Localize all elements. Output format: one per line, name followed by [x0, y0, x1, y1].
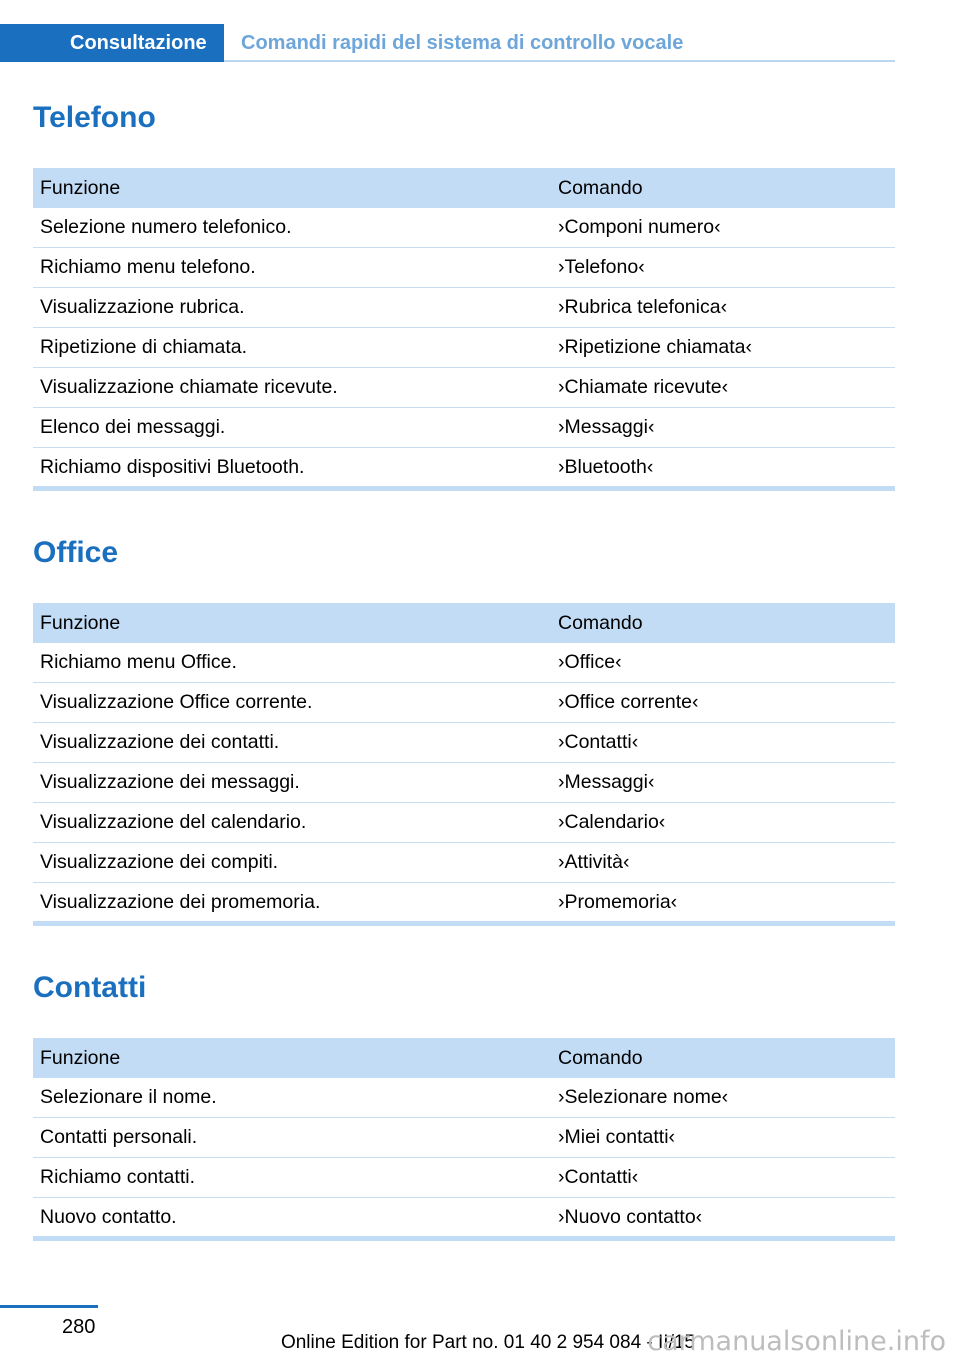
cell-comando: ›Bluetooth‹: [551, 448, 895, 489]
cell-comando: ›Contatti‹: [551, 1158, 895, 1198]
table-row: [33, 408, 895, 448]
cell-funzione: Richiamo contatti.: [33, 1158, 551, 1198]
cell-comando: ›Selezionare nome‹: [551, 1078, 895, 1118]
cell-comando: ›Miei contatti‹: [551, 1118, 895, 1158]
table-row: [33, 803, 895, 843]
cell-comando: ›Office‹: [551, 643, 895, 683]
cell-funzione: Visualizzazione dei promemoria.: [33, 883, 551, 924]
cell-comando: ›Telefono‹: [551, 248, 895, 288]
cell-funzione: Richiamo dispositivi Bluetooth.: [33, 448, 551, 489]
cell-funzione: Selezionare il nome.: [33, 1078, 551, 1118]
table-row: [33, 643, 895, 683]
table-header-row: [33, 1038, 895, 1078]
header-bar: [0, 24, 895, 62]
column-header-funzione: Funzione: [33, 168, 551, 208]
cell-comando: ›Attività‹: [551, 843, 895, 883]
cell-comando: ›Componi numero‹: [551, 208, 895, 248]
page-number: 280: [62, 1316, 96, 1338]
cell-funzione: Ripetizione di chiamata.: [33, 328, 551, 368]
cell-comando: ›Promemoria‹: [551, 883, 895, 924]
section-title-office: Office: [33, 536, 119, 569]
cell-funzione: Elenco dei messaggi.: [33, 408, 551, 448]
table-row: [33, 328, 895, 368]
cell-funzione: Richiamo menu Office.: [33, 643, 551, 683]
cell-funzione: Richiamo menu telefono.: [33, 248, 551, 288]
cell-comando: ›Calendario‹: [551, 803, 895, 843]
table-row: [33, 448, 895, 489]
table-header-row: [33, 168, 895, 208]
cell-comando: ›Chiamate ricevute‹: [551, 368, 895, 408]
header-divider: [224, 60, 895, 62]
table-row: [33, 723, 895, 763]
table-row: [33, 208, 895, 248]
column-header-funzione: Funzione: [33, 603, 551, 643]
section-title-telefono: Telefono: [33, 101, 156, 134]
cell-funzione: Visualizzazione del calendario.: [33, 803, 551, 843]
table-row: [33, 368, 895, 408]
cell-funzione: Visualizzazione dei compiti.: [33, 843, 551, 883]
cell-funzione: Visualizzazione Office corrente.: [33, 683, 551, 723]
edition-note: Online Edition for Part no. 01 40 2 954 084 - II/15: [280, 1332, 695, 1353]
tab-consultazione[interactable]: Consultazione: [0, 24, 224, 62]
watermark: carmanualsonline.info: [647, 1326, 946, 1357]
table-row: [33, 1118, 895, 1158]
cell-funzione: Nuovo contatto.: [33, 1198, 551, 1239]
table-row: [33, 843, 895, 883]
page-number-rule: [0, 1305, 98, 1308]
table-contatti: [33, 1038, 895, 1241]
column-header-comando: Comando: [551, 168, 895, 208]
table-row: [33, 763, 895, 803]
column-header-funzione: Funzione: [33, 1038, 551, 1078]
table-row: [33, 288, 895, 328]
table-telefono: [33, 168, 895, 491]
cell-funzione: Contatti personali.: [33, 1118, 551, 1158]
table-row: [33, 1078, 895, 1118]
cell-comando: ›Messaggi‹: [551, 408, 895, 448]
table-row: [33, 248, 895, 288]
table-header-row: [33, 603, 895, 643]
column-header-comando: Comando: [551, 603, 895, 643]
cell-comando: ›Messaggi‹: [551, 763, 895, 803]
table-row: [33, 883, 895, 924]
column-header-comando: Comando: [551, 1038, 895, 1078]
table-row: [33, 1198, 895, 1239]
cell-comando: ›Office corrente‹: [551, 683, 895, 723]
section-title-contatti: Contatti: [33, 971, 147, 1004]
cell-funzione: Visualizzazione dei messaggi.: [33, 763, 551, 803]
cell-funzione: Visualizzazione rubrica.: [33, 288, 551, 328]
cell-comando: ›Ripetizione chiamata‹: [551, 328, 895, 368]
cell-comando: ›Rubrica telefonica‹: [551, 288, 895, 328]
cell-comando: ›Nuovo contatto‹: [551, 1198, 895, 1239]
cell-funzione: Visualizzazione dei contatti.: [33, 723, 551, 763]
tab-comandi-rapidi[interactable]: Comandi rapidi del sistema di controllo vocale: [241, 32, 684, 54]
cell-funzione: Selezione numero telefonico.: [33, 208, 551, 248]
table-row: [33, 683, 895, 723]
table-office: [33, 603, 895, 926]
cell-comando: ›Contatti‹: [551, 723, 895, 763]
cell-funzione: Visualizzazione chiamate ricevute.: [33, 368, 551, 408]
table-row: [33, 1158, 895, 1198]
